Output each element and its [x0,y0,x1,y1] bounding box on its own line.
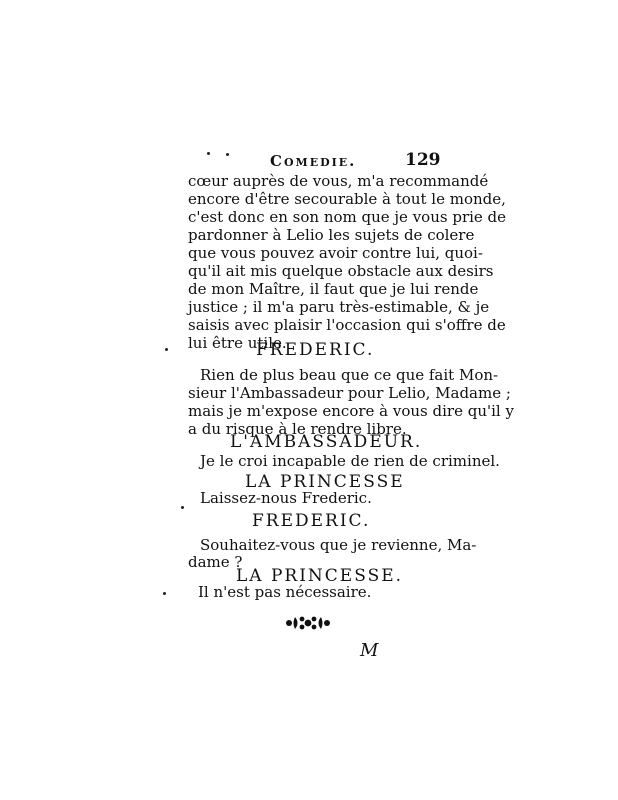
text-line: saisis avec plaisir l'occasion qui s'offre de [188,316,506,334]
text-line: c'est donc en son nom que je vous prie de [188,208,507,226]
running-head: Comedie. [270,152,357,170]
text-line: Rien de plus beau que ce que fait Mon- [200,366,499,384]
speaker-name: FREDERIC. [256,340,375,360]
text-line: pardonner à Lelio les sujets de colere [188,226,475,244]
text-line: Il n'est pas nécessaire. [198,583,372,601]
speaker-name: L'AMBASSADEUR. [230,432,423,452]
text-line: de mon Maître, il faut que je lui rende [188,280,479,298]
text-line: mais je m'expose encore à vous dire qu'il y [188,402,514,420]
text-line: Souhaitez-vous que je revienne, Ma- [200,536,477,554]
ink-speck [226,153,229,156]
signature-mark: M [360,640,379,661]
text-line: qu'il ait mis quelque obstacle aux desirs [188,262,494,280]
text-line: a du risque à le rendre libre. [188,420,407,438]
text-line: justice ; il m'a paru très-estimable, & je [188,298,490,316]
text-line: encore d'être secourable à tout le monde, [188,190,506,208]
speaker-name: FREDERIC. [252,511,371,531]
printer-ornament [285,613,331,633]
text-line: lui être utile. [188,334,287,352]
speaker-name: LA PRINCESSE [245,472,405,492]
ink-speck [165,348,168,351]
text-line: sieur l'Ambassadeur pour Lelio, Madame ; [188,384,511,402]
ink-speck [207,152,210,155]
text-line: dame ? [188,553,243,571]
text-line: cœur auprès de vous, m'a recommandé [188,172,489,190]
text-line: Laissez-nous Frederic. [200,489,372,507]
ink-speck [181,506,184,509]
text-line: que vous pouvez avoir contre lui, quoi- [188,244,483,262]
ink-speck [163,592,166,595]
page-number: 129 [405,150,441,170]
speaker-name: LA PRINCESSE. [236,566,404,586]
text-line: Je le croi incapable de rien de criminel. [200,452,500,470]
